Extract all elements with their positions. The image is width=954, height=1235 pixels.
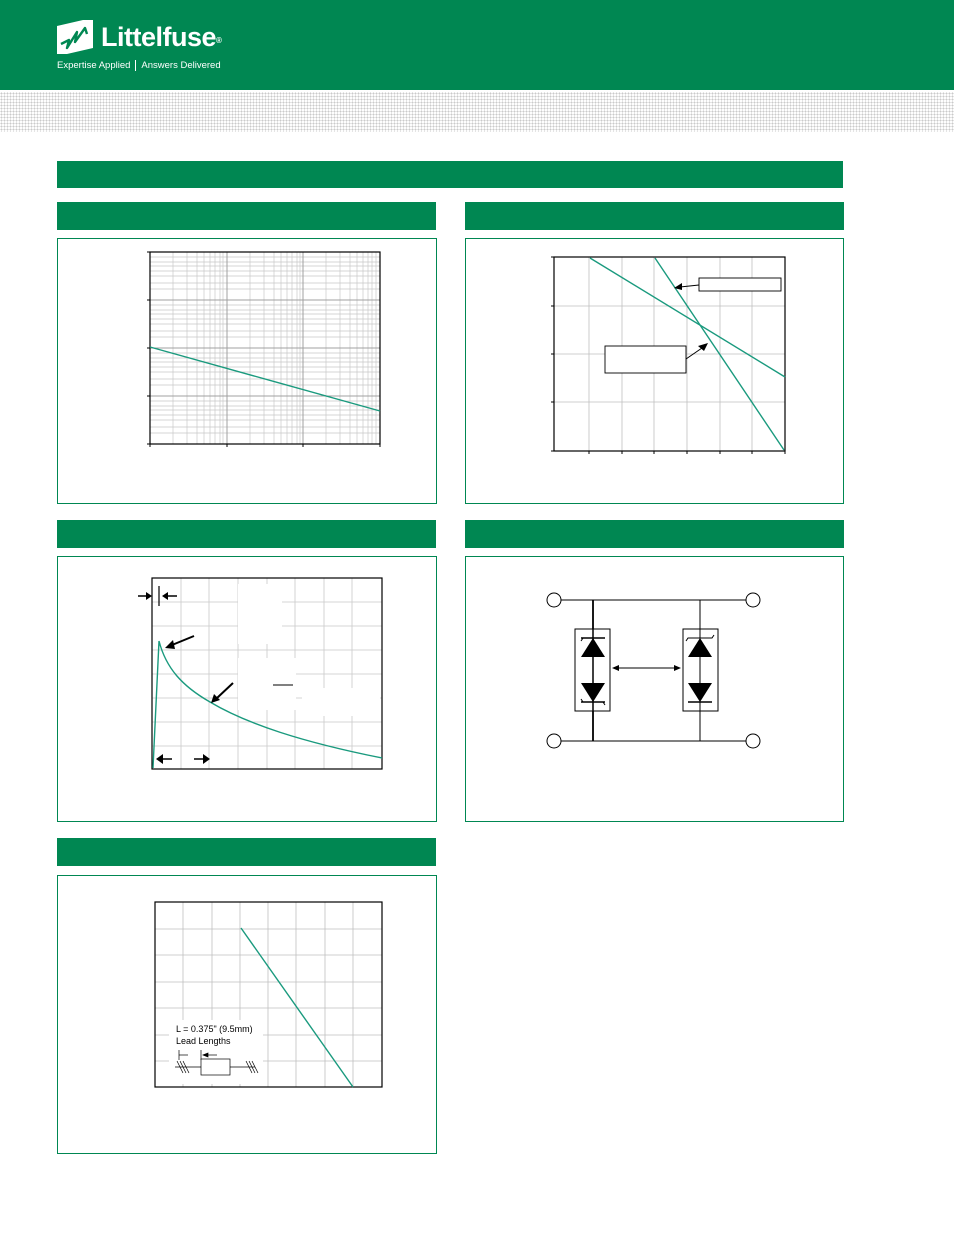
figure4-title-bar [465, 520, 844, 548]
terminal-bottom-left [547, 734, 561, 748]
figure3-rise-arrow-right-head [162, 592, 168, 600]
figure1-chart [150, 252, 382, 446]
terminal-top-right [746, 593, 760, 607]
figure2-callout-box-lower [605, 346, 686, 373]
figure3-duration-arrow-left-head [156, 754, 163, 764]
figure1-axis-ticks [147, 252, 380, 447]
figure4-schematic [540, 588, 770, 754]
littelfuse-logo-icon [57, 20, 93, 54]
figure5-chart [155, 902, 385, 1090]
terminal-top-left [547, 593, 561, 607]
page-header [0, 0, 954, 90]
figure5-title-bar [57, 838, 436, 866]
figure3-label-mask-a [238, 584, 282, 644]
figure2-callout-arrow-lower [686, 348, 702, 359]
section-title-bar [57, 161, 843, 188]
figure2-chart [554, 257, 788, 453]
equivalence-arrow-left-head [612, 665, 619, 671]
lead-length-sublabel: Lead Lengths [176, 1036, 231, 1046]
figure2-callout-box-upper [699, 278, 781, 291]
figure3-peak-arrow-head [165, 640, 175, 649]
brand-tagline [57, 60, 221, 72]
figure2-title-bar [465, 202, 844, 230]
tagline-left: Expertise Applied [57, 60, 131, 72]
figure3-peak-arrow-shaft [172, 636, 194, 645]
figure3-decay-arrow-shaft [217, 683, 233, 698]
figure3-label-mask-c [302, 688, 380, 716]
figure3-label-mask-b [238, 658, 296, 710]
figure3-chart [152, 578, 384, 771]
terminal-bottom-right [746, 734, 760, 748]
figure1-title-bar [57, 202, 436, 230]
dot-pattern-band [0, 92, 954, 132]
figure2-callout-arrow-upper [680, 285, 699, 287]
tagline-right: Answers Delivered [141, 60, 221, 72]
figure3-title-bar [57, 520, 436, 548]
brand-name: Littelfuse® [101, 22, 222, 52]
lead-length-label: L = 0.375" (9.5mm) [176, 1024, 253, 1034]
equivalence-arrow-right-head [674, 665, 681, 671]
